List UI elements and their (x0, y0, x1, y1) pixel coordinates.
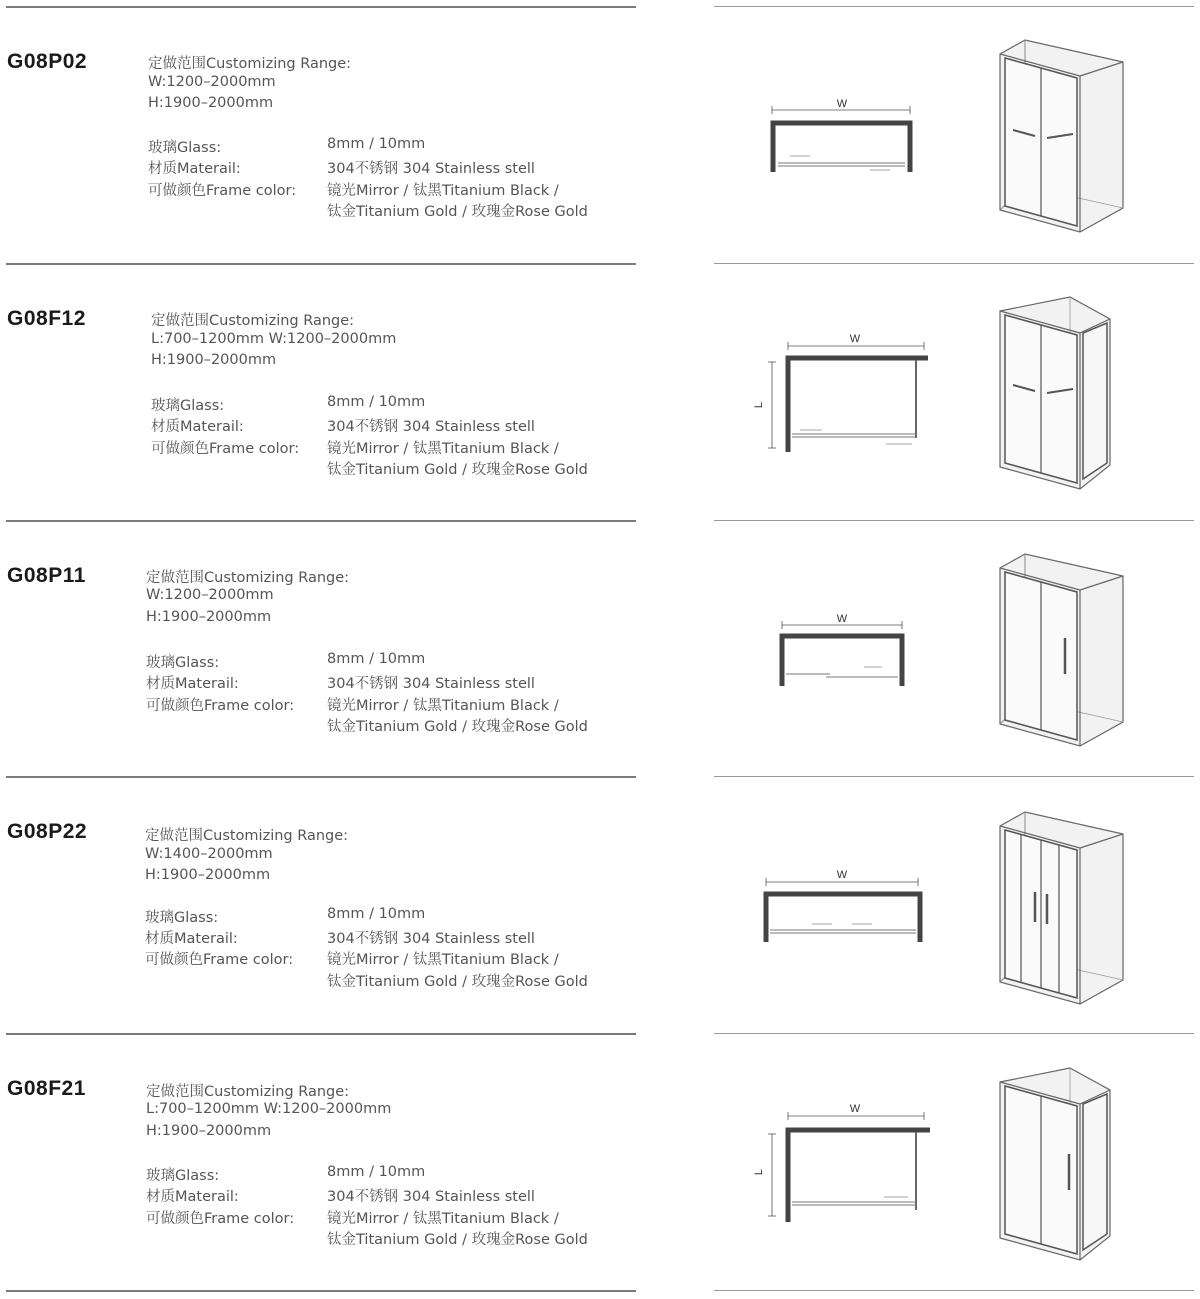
glass-value: 8mm / 10mm (327, 1164, 426, 1180)
glass-value: 8mm / 10mm (327, 136, 426, 152)
material-label: 材质Materail: (151, 419, 244, 435)
glass-value: 8mm / 10mm (327, 906, 426, 922)
range-label: 定做范围Customizing Range: (146, 1084, 350, 1100)
glass-label: 玻璃Glass: (151, 398, 225, 414)
product-entry (0, 265, 640, 521)
color-value: 镜光Mirror / 钛黑Titanium Black / (327, 183, 559, 199)
shower-enclosure-illustration (995, 36, 1125, 234)
shower-enclosure-illustration (995, 1064, 1125, 1262)
material-value: 304不锈钢 304 Stainless stell (327, 931, 535, 947)
color-value: 镜光Mirror / 钛黑Titanium Black / (327, 698, 559, 714)
floor-plan-diagram (752, 328, 932, 456)
range-label: 定做范围Customizing Range: (151, 313, 355, 329)
product-entry (0, 8, 640, 264)
range-line: W:1200–2000mm (148, 74, 276, 90)
color-value: 钛金Titanium Gold / 玫瑰金Rose Gold (327, 719, 588, 735)
range-label: 定做范围Customizing Range: (145, 828, 349, 844)
divider (714, 263, 1194, 264)
glass-label: 玻璃Glass: (146, 655, 220, 671)
range-line: W:1400–2000mm (145, 846, 273, 862)
material-label: 材质Materail: (146, 1189, 239, 1205)
material-label: 材质Materail: (148, 161, 241, 177)
width-dimension-label: W (836, 869, 848, 881)
glass-value: 8mm / 10mm (327, 651, 426, 667)
shower-enclosure-illustration (995, 808, 1125, 1006)
shower-enclosure-illustration (995, 293, 1125, 491)
color-label: 可做颜色Frame color: (146, 698, 295, 714)
width-dimension-label: W (849, 333, 861, 345)
color-label: 可做颜色Frame color: (148, 183, 297, 199)
color-value: 钛金Titanium Gold / 玫瑰金Rose Gold (327, 1232, 588, 1248)
range-label: 定做范围Customizing Range: (148, 56, 352, 72)
material-value: 304不锈钢 304 Stainless stell (327, 419, 535, 435)
floor-plan-diagram (756, 864, 928, 948)
product-code: G08P22 (7, 820, 88, 843)
width-dimension-label: W (836, 613, 848, 625)
product-code: G08P02 (7, 50, 88, 73)
material-value: 304不锈钢 304 Stainless stell (327, 161, 535, 177)
divider (714, 520, 1194, 521)
glass-label: 玻璃Glass: (145, 910, 219, 926)
color-label: 可做颜色Frame color: (146, 1211, 295, 1227)
material-label: 材质Materail: (146, 676, 239, 692)
range-line: H:1900–2000mm (145, 867, 271, 883)
range-label: 定做范围Customizing Range: (146, 570, 350, 586)
color-value: 钛金Titanium Gold / 玫瑰金Rose Gold (327, 204, 588, 220)
range-line: H:1900–2000mm (146, 609, 272, 625)
shower-enclosure-illustration (995, 550, 1125, 748)
product-entry (0, 1035, 640, 1291)
floor-plan-diagram (760, 90, 920, 180)
range-line: L:700–1200mm W:1200–2000mm (151, 331, 397, 347)
color-value: 镜光Mirror / 钛黑Titanium Black / (327, 441, 559, 457)
color-value: 钛金Titanium Gold / 玫瑰金Rose Gold (327, 462, 588, 478)
glass-label: 玻璃Glass: (148, 140, 222, 156)
color-label: 可做颜色Frame color: (151, 441, 300, 457)
color-label: 可做颜色Frame color: (145, 952, 294, 968)
range-line: L:700–1200mm W:1200–2000mm (146, 1101, 392, 1117)
range-line: W:1200–2000mm (146, 587, 274, 603)
width-dimension-label: W (836, 98, 848, 110)
length-dimension-label: L (753, 401, 765, 409)
divider (714, 1033, 1194, 1034)
width-dimension-label: W (849, 1103, 861, 1115)
product-entry (0, 522, 640, 778)
material-value: 304不锈钢 304 Stainless stell (327, 1189, 535, 1205)
floor-plan-diagram (770, 608, 915, 692)
product-entry (0, 778, 640, 1034)
divider (714, 1290, 1194, 1291)
range-line: H:1900–2000mm (146, 1123, 272, 1139)
color-value: 钛金Titanium Gold / 玫瑰金Rose Gold (327, 974, 588, 990)
material-label: 材质Materail: (145, 931, 238, 947)
product-code: G08P11 (7, 564, 86, 587)
glass-value: 8mm / 10mm (327, 394, 426, 410)
product-code: G08F21 (7, 1077, 86, 1100)
color-value: 镜光Mirror / 钛黑Titanium Black / (327, 952, 559, 968)
color-value: 镜光Mirror / 钛黑Titanium Black / (327, 1211, 559, 1227)
floor-plan-diagram (752, 1098, 934, 1226)
range-line: H:1900–2000mm (148, 95, 274, 111)
glass-label: 玻璃Glass: (146, 1168, 220, 1184)
range-line: H:1900–2000mm (151, 352, 277, 368)
product-code: G08F12 (7, 307, 86, 330)
material-value: 304不锈钢 304 Stainless stell (327, 676, 535, 692)
divider (714, 776, 1194, 777)
length-dimension-label: L (753, 1168, 765, 1176)
divider (714, 6, 1194, 7)
